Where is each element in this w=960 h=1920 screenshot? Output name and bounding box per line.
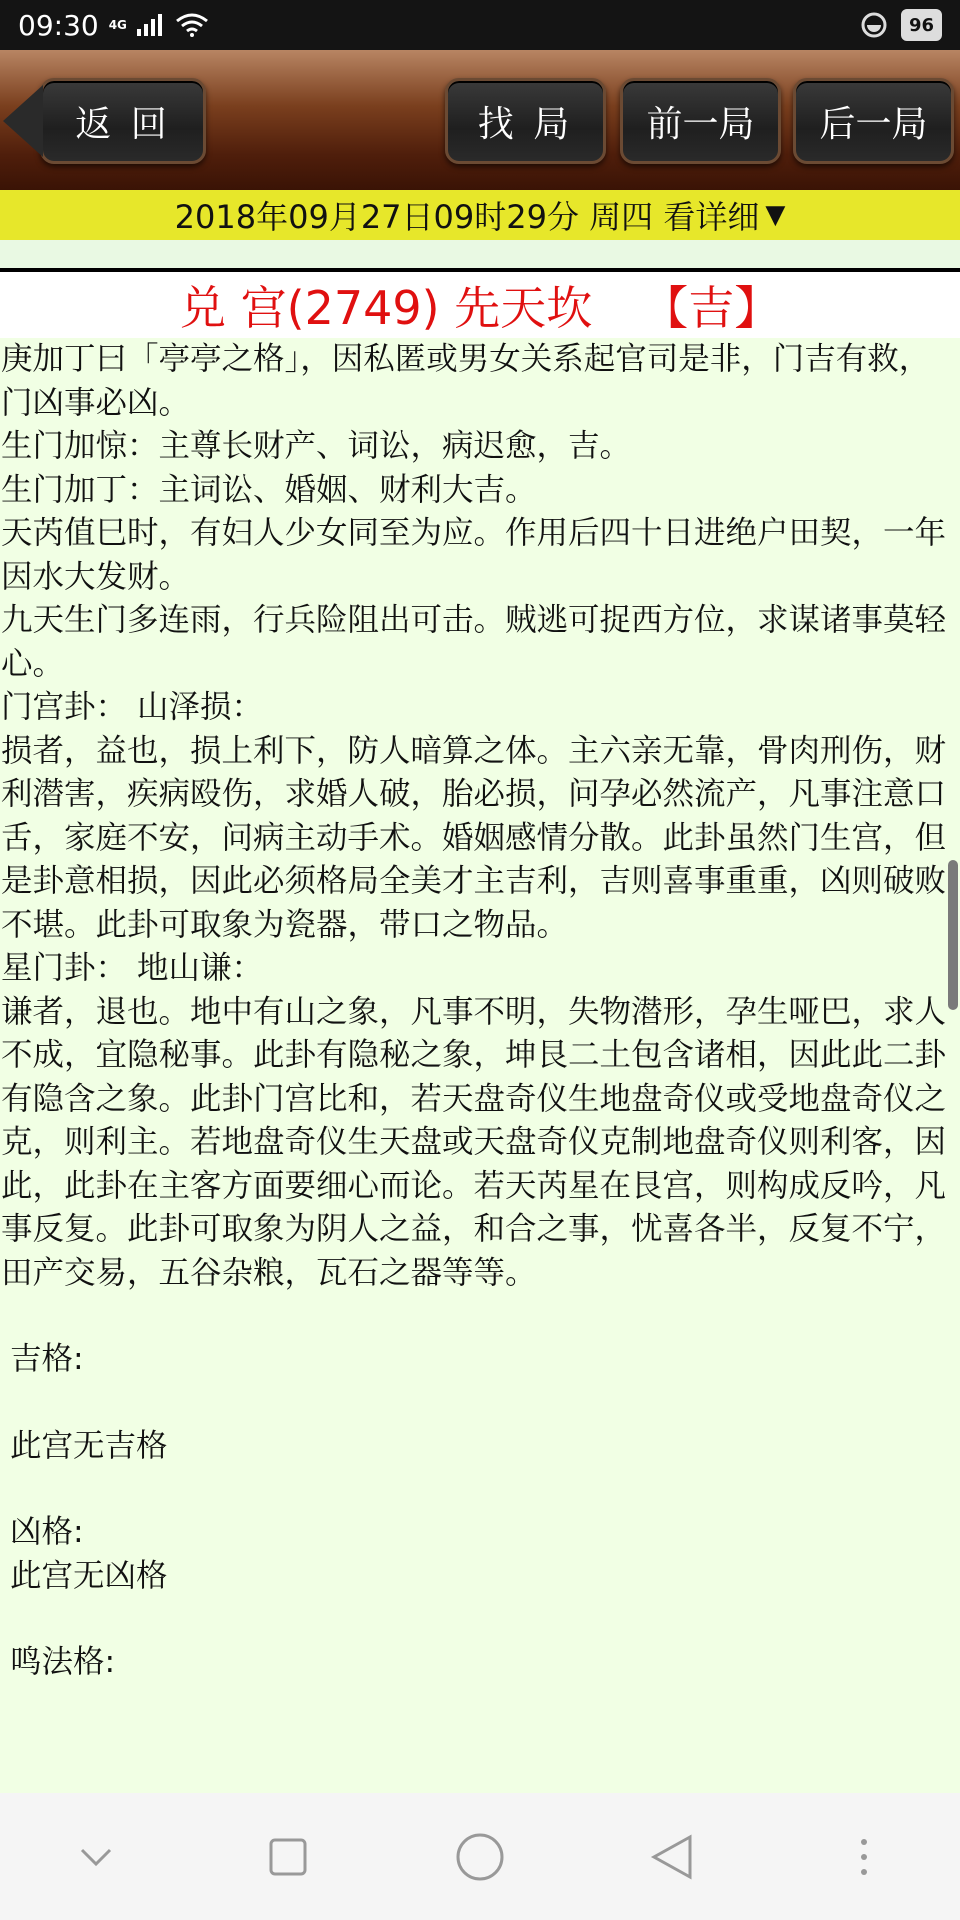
- system-nav-bar: [0, 1793, 960, 1920]
- find-button-label: 找 局: [477, 103, 574, 145]
- find-button[interactable]: [445, 78, 606, 164]
- battery-indicator: [901, 9, 942, 41]
- square-icon[interactable]: [258, 1827, 318, 1887]
- mingfa-heading: 鸣法格:: [10, 1644, 116, 1680]
- ji-heading: 吉格:: [10, 1341, 84, 1377]
- spacer: [0, 1295, 960, 1338]
- network-type: 4G: [108, 18, 127, 32]
- wifi-icon: [175, 13, 209, 37]
- data-saver-icon: [861, 12, 887, 38]
- spacer-strip: [0, 240, 960, 268]
- status-left: [18, 9, 209, 42]
- ji-text: 此宫无吉格: [10, 1427, 168, 1464]
- chevron-down-icon[interactable]: [66, 1827, 126, 1887]
- content-scroll-area[interactable]: [0, 338, 960, 1793]
- star-gate-hexagram: 星门卦： 地山谦：: [1, 950, 264, 986]
- scrollbar[interactable]: [948, 860, 958, 1010]
- spacer: [0, 1468, 960, 1511]
- previous-button[interactable]: [620, 78, 781, 164]
- palace-name: 兑 宫(2749) 先天坎: [180, 281, 593, 335]
- gate-palace-hexagram: 门宫卦： 山泽损：: [1, 689, 264, 725]
- paragraph: 庚加丁曰「亭亭之格」，因私匿或男女关系起官司是非，门吉有救，门凶事必凶。: [1, 341, 931, 421]
- battery-level: 96: [908, 14, 934, 36]
- previous-button-label: 前一局: [646, 103, 755, 145]
- circle-icon[interactable]: [450, 1827, 510, 1887]
- paragraph: 谦者，退也。地中有山之象，凡事不明，失物潜形，孕生哑巴，求人不成，宜隐秘事。此卦有隐秘之象，坤艮二土包含诸相，因此此二卦有隐含之象。此卦门宫比和，若天盘奇仪生地盘奇仪或受地盘奇仪之克，则利主。若地盘奇仪生天盘或天盘奇仪克制地盘奇仪则利客，因此，此卦在主客方面要细心而论。若天芮星在艮宫，则构成反吟，凡事反复。此卦可取象为阴人之益，和合之事，忧喜各半，反复不宁，田产交易，五谷杂粮，瓦石之器等等。: [1, 993, 947, 1291]
- spacer: [0, 1598, 960, 1641]
- back-button-label: 返 回: [75, 103, 171, 145]
- triangle-back-icon[interactable]: [642, 1827, 702, 1887]
- date-detail-bar[interactable]: [0, 190, 960, 240]
- top-toolbar: [0, 50, 960, 190]
- paragraph: 生门加惊：主尊长财产、词讼，病迟愈，吉。: [1, 428, 632, 464]
- back-button[interactable]: [40, 78, 206, 164]
- signal-icon: [137, 14, 165, 36]
- paragraph: 生门加丁：主词讼、婚姻、财利大吉。: [1, 471, 537, 508]
- palace-title: [0, 272, 960, 338]
- xiong-text: 此宫无凶格: [10, 1557, 168, 1594]
- status-bar: [0, 0, 960, 50]
- date-text: 2018年09月27日09时29分 周四 看详细: [174, 198, 760, 236]
- status-right: [861, 9, 942, 41]
- next-button-label: 后一局: [819, 103, 928, 145]
- next-button[interactable]: [793, 78, 954, 164]
- status-time: 09:30: [18, 8, 99, 42]
- spacer: [0, 1382, 960, 1425]
- paragraph: 天芮值巳时，有妇人少女同至为应。作用后四十日进绝户田契，一年因水大发财。: [1, 515, 947, 595]
- paragraph: 九天生门多连雨，行兵险阻出可击。贼逃可捉西方位，求谋诸事莫轻心。: [1, 602, 947, 682]
- xiong-heading: 凶格:: [10, 1514, 84, 1550]
- palace-verdict: 【吉】: [642, 281, 781, 335]
- paragraph: 损者，益也，损上利下，防人暗算之体。主六亲无靠，骨肉刑伤，财利潜害，疾病殴伤，求婚人破，胎必损，问孕必然流产，凡事注意口舌，家庭不安，问病主动手术。婚姻感情分散。此卦虽然门生宫，但是卦意相损，因此必须格局全美才主吉利，吉则喜事重重，凶则破败不堪。此卦可取象为瓷器，带口之物品。: [1, 732, 947, 943]
- dropdown-arrow-icon: ▼: [765, 200, 786, 230]
- more-dots-icon[interactable]: [834, 1827, 894, 1887]
